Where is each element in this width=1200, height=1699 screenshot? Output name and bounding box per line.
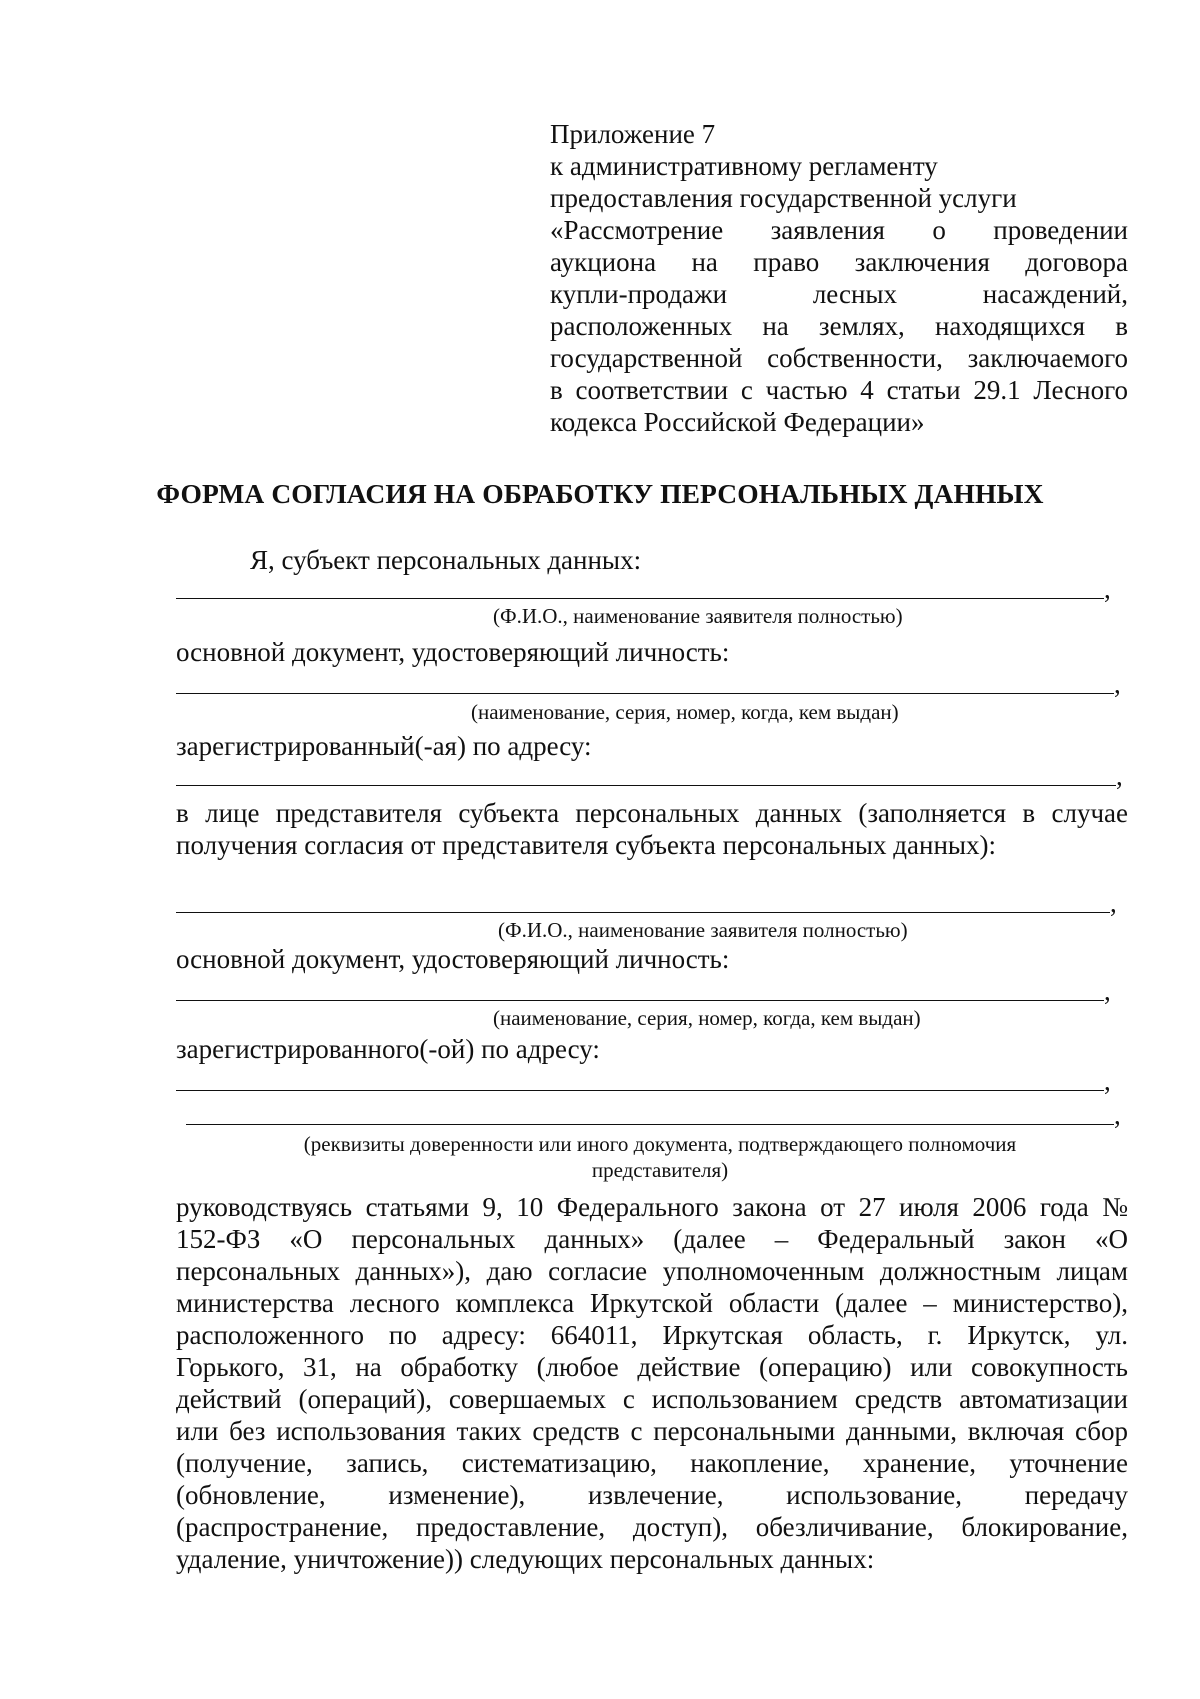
subject-intro: Я, субъект персональных данных:: [250, 545, 642, 575]
appendix-line: кодекса Российской Федерации»: [550, 407, 925, 437]
representative-intro-line: в лице представителя субъекта персональных данных (заполняется в случае: [176, 798, 1128, 828]
subject-name-line[interactable]: [176, 598, 1104, 599]
consent-line: удаление, уничтожение)) следующих персональных данных:: [176, 1544, 875, 1574]
representative-doc-line[interactable]: [176, 1000, 1104, 1001]
subject-address-label: зарегистрированный(-ая) по адресу:: [176, 731, 592, 761]
subject-address-line[interactable]: [176, 785, 1116, 786]
representative-name-line[interactable]: [176, 912, 1110, 913]
proxy-details-line[interactable]: [186, 1124, 1114, 1125]
line-comma: ,: [1104, 976, 1111, 1006]
consent-line: руководствуясь статьями 9, 10 Федерального закона от 27 июля 2006 года №: [176, 1192, 1128, 1222]
representative-intro-line: получения согласия от представителя субъекта персональных данных):: [176, 830, 997, 860]
appendix-line: «Рассмотрение заявления о проведении: [550, 215, 1128, 245]
representative-intro: [176, 797, 1128, 861]
representative-address-label: зарегистрированного(-ой) по адресу:: [176, 1034, 600, 1064]
consent-line: или без использования таких средств с персональными данными, включая сбор: [176, 1416, 1128, 1446]
subject-doc-line[interactable]: [176, 693, 1114, 694]
appendix-line: государственной собственности, заключаемого: [550, 343, 1128, 373]
appendix-line: к административному регламенту: [550, 151, 938, 181]
consent-line: 152-ФЗ «О персональных данных» (далее – Федеральный закон «О: [176, 1224, 1128, 1254]
subject-name-caption: (Ф.И.О., наименование заявителя полностью): [493, 604, 903, 628]
line-comma: ,: [1114, 1100, 1121, 1130]
subject-doc-label: основной документ, удостоверяющий личность:: [176, 637, 730, 667]
representative-doc-label: основной документ, удостоверяющий личность:: [176, 944, 730, 974]
form-title: ФОРМА СОГЛАСИЯ НА ОБРАБОТКУ ПЕРСОНАЛЬНЫХ ДАННЫХ: [156, 478, 1044, 509]
consent-line: Горького, 31, на обработку (любое действие (операцию) или совокупность: [176, 1352, 1128, 1382]
appendix-line: расположенных на землях, находящихся в: [550, 311, 1128, 341]
representative-doc-caption: (наименование, серия, номер, когда, кем выдан): [493, 1006, 921, 1030]
consent-line: (обновление, изменение), извлечение, использование, передачу: [176, 1480, 1128, 1510]
representative-address-line[interactable]: [176, 1090, 1104, 1091]
proxy-caption-line: (реквизиты доверенности или иного документа, подтверждающего полномочия: [303, 1132, 1017, 1156]
proxy-caption: [190, 1131, 1130, 1183]
consent-paragraph: [176, 1191, 1128, 1575]
appendix-line: аукциона на право заключения договора: [550, 247, 1128, 277]
line-comma: ,: [1114, 669, 1121, 699]
appendix-header: [550, 118, 1128, 438]
proxy-caption-line: представителя): [591, 1158, 729, 1182]
line-comma: ,: [1116, 761, 1123, 791]
appendix-line: предоставления государственной услуги: [550, 183, 1017, 213]
consent-line: (получение, запись, систематизацию, накопление, хранение, уточнение: [176, 1448, 1128, 1478]
consent-line: (распространение, предоставление, доступ), обезличивание, блокирование,: [176, 1512, 1128, 1542]
consent-line: министерства лесного комплекса Иркутской области (далее – министерство),: [176, 1288, 1128, 1318]
consent-line: расположенного по адресу: 664011, Иркутская область, г. Иркутск, ул.: [176, 1320, 1128, 1350]
subject-doc-caption: (наименование, серия, номер, когда, кем выдан): [471, 700, 899, 724]
line-comma: ,: [1104, 574, 1111, 604]
line-comma: ,: [1110, 888, 1117, 918]
consent-line: действий (операций), совершаемых с использованием средств автоматизации: [176, 1384, 1128, 1414]
appendix-number: Приложение 7: [550, 119, 716, 149]
appendix-line: в соответствии с частью 4 статьи 29.1 Лесного: [550, 375, 1128, 405]
line-comma: ,: [1104, 1066, 1111, 1096]
consent-line: персональных данных»), даю согласие уполномоченным должностным лицам: [176, 1256, 1128, 1286]
appendix-line: купли-продажи лесных насаждений,: [550, 279, 1128, 309]
representative-name-caption: (Ф.И.О., наименование заявителя полностью): [498, 918, 908, 942]
